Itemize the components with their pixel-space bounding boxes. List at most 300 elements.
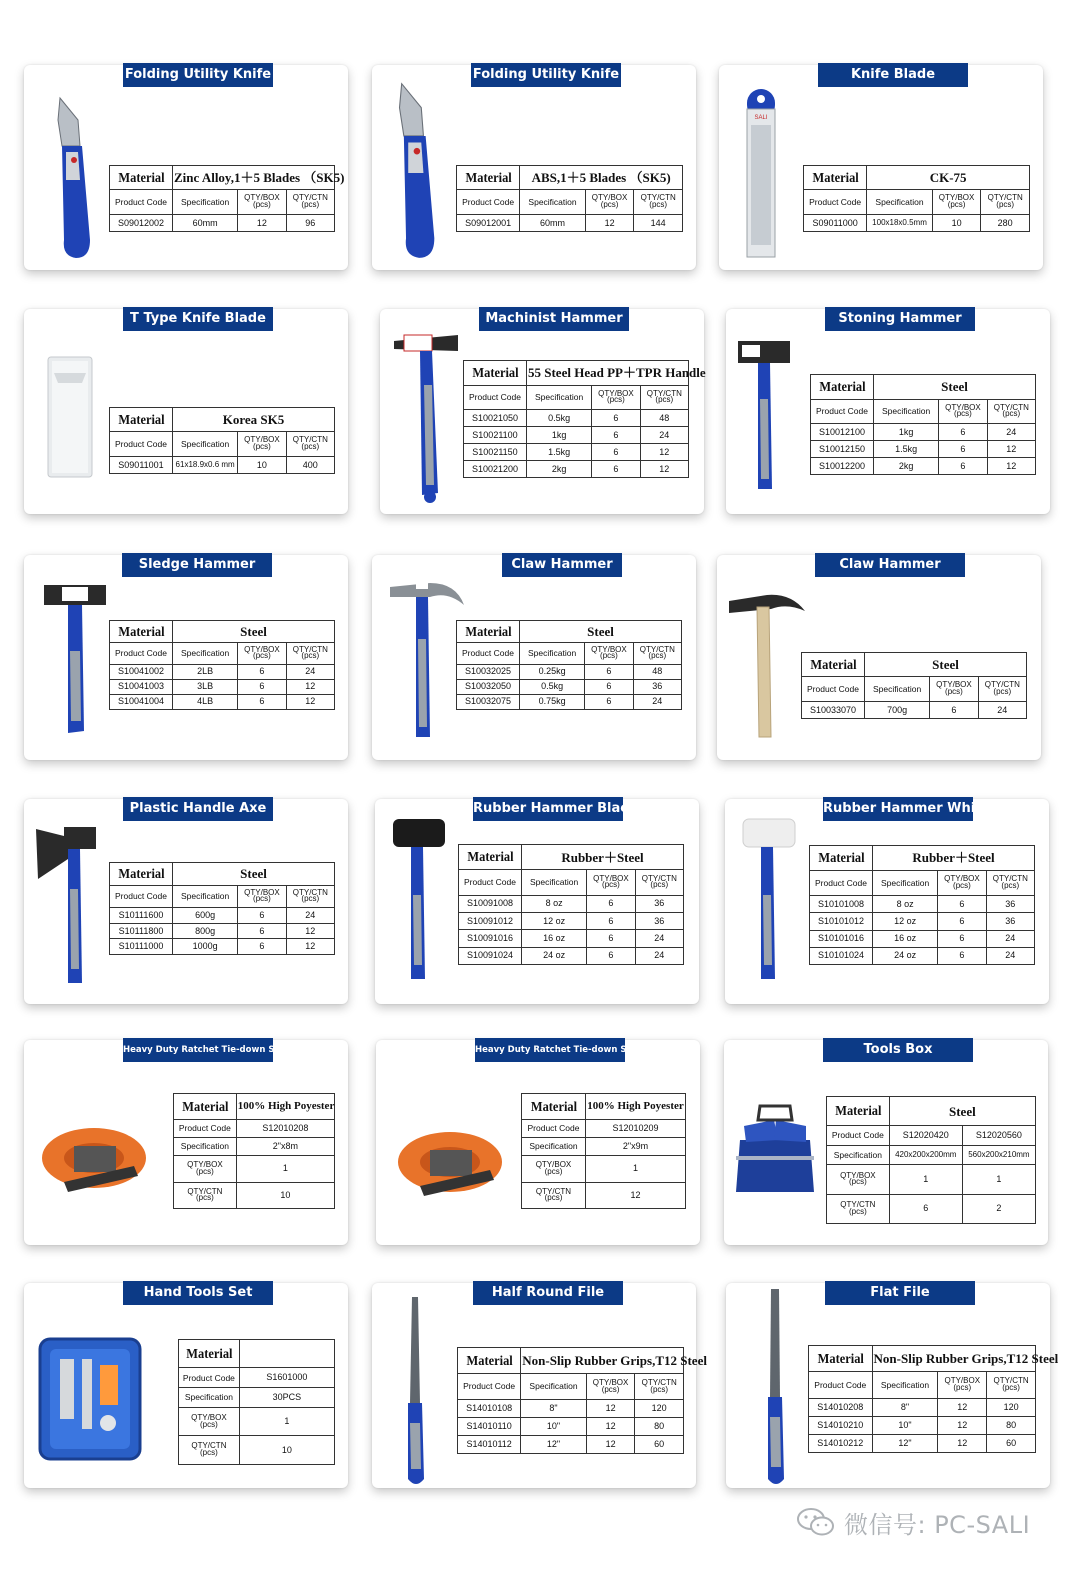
table-cell: 12" — [872, 1434, 938, 1452]
table-row — [827, 1194, 1036, 1223]
knife-blade-pack-icon — [741, 85, 781, 260]
material-label: Material — [460, 1348, 518, 1374]
wechat-icon — [796, 1506, 836, 1538]
table-cell: 61x18.9x0.6 mm — [173, 457, 238, 474]
table-cell: 80 — [987, 1416, 1036, 1434]
rubber-mallet-black-icon — [389, 815, 449, 987]
table-row — [110, 215, 335, 232]
material-label: Material — [804, 653, 862, 677]
product-card — [24, 1283, 348, 1488]
table-row — [174, 1120, 335, 1138]
table-cell: 12" — [521, 1436, 587, 1454]
table-cell: S09011001 — [110, 457, 173, 474]
material-row — [802, 653, 1027, 677]
table-row — [522, 1138, 686, 1156]
table-cell: 6 — [587, 895, 635, 912]
table-cell: 36 — [986, 913, 1034, 930]
row-value: 1 — [239, 1407, 334, 1436]
row-label: Specification — [179, 1388, 240, 1408]
column-header: QTY/CTN (pcs) — [981, 190, 1030, 215]
svg-text:SALI: SALI — [754, 115, 768, 121]
row-value: S1601000 — [239, 1368, 334, 1388]
row-value: S12010209 — [585, 1120, 685, 1138]
table-cell: 12 — [938, 1398, 987, 1416]
table-cell: 6 — [592, 427, 640, 444]
product-card — [24, 799, 348, 1004]
material-value: CK-75 — [867, 166, 1030, 190]
table-cell: 4LB — [173, 694, 238, 709]
column-header: QTY/BOX (pcs) — [586, 1374, 635, 1400]
column-header: QTY/BOX (pcs) — [932, 190, 981, 215]
header-row — [811, 399, 1036, 424]
material-row — [457, 621, 682, 643]
product-card — [724, 1040, 1048, 1245]
table-cell: 12 — [286, 923, 334, 939]
material-row — [522, 1094, 686, 1120]
column-header: Specification — [527, 385, 592, 410]
toolbox-icon — [730, 1096, 820, 1206]
spec-table — [458, 844, 684, 965]
spec-table — [826, 1096, 1036, 1224]
table-row — [811, 441, 1036, 458]
table-cell: 36 — [635, 895, 683, 912]
table-cell: 12 — [586, 1418, 635, 1436]
table-row — [179, 1388, 335, 1408]
table-cell: 0.75kg — [520, 694, 585, 709]
table-cell: S14010110 — [458, 1418, 521, 1436]
row-label: QTY/CTN (pcs) — [179, 1436, 240, 1465]
table-cell: 36 — [633, 679, 681, 694]
card-title: Sledge Hammer — [122, 553, 272, 577]
table-cell: S14010112 — [458, 1436, 521, 1454]
table-cell: S10021100 — [464, 427, 527, 444]
table-row — [458, 1400, 684, 1418]
spec-table — [521, 1093, 686, 1209]
column-header: Product Code — [457, 642, 520, 664]
table-cell: 12 — [987, 458, 1035, 475]
row-value: 1 — [889, 1165, 962, 1194]
spec-table — [803, 165, 1030, 232]
table-cell: 8" — [521, 1400, 587, 1418]
column-header: Specification — [865, 677, 930, 702]
column-header: Product Code — [804, 190, 867, 215]
material-label: Material — [112, 621, 170, 643]
header-row — [110, 432, 335, 457]
column-header: QTY/BOX (pcs) — [587, 870, 635, 895]
column-header: QTY/CTN (pcs) — [635, 870, 683, 895]
column-header: Specification — [520, 190, 586, 215]
column-header: QTY/BOX (pcs) — [930, 677, 978, 702]
material-value: Korea SK5 — [173, 408, 335, 432]
row-value: S12010208 — [236, 1120, 334, 1138]
card-title: Claw Hammer — [502, 553, 622, 577]
table-cell: 12 — [286, 694, 334, 709]
table-cell: 8" — [872, 1398, 938, 1416]
column-header: QTY/CTN (pcs) — [286, 432, 334, 457]
row-label: Product Code — [174, 1120, 237, 1138]
table-row — [809, 1398, 1036, 1416]
rubber-mallet-white-icon — [739, 815, 799, 987]
table-cell: S10091008 — [459, 895, 522, 912]
table-row — [464, 410, 689, 427]
header-row — [802, 677, 1027, 702]
material-label: Material — [112, 408, 170, 432]
header-row — [110, 642, 335, 664]
card-title: Folding Utility Knife — [471, 63, 621, 87]
column-header: Specification — [173, 432, 238, 457]
column-header: QTY/CTN (pcs) — [640, 385, 688, 410]
row-label: Product Code — [522, 1120, 586, 1138]
table-cell: 6 — [238, 923, 286, 939]
table-cell: 2kg — [527, 461, 592, 478]
table-cell: S10101008 — [810, 896, 873, 913]
table-cell: 24 — [986, 930, 1034, 947]
spec-table — [457, 1347, 707, 1454]
material-label: Material — [461, 845, 519, 870]
spec-table — [463, 360, 706, 478]
table-row — [827, 1146, 1036, 1165]
table-cell: S10111000 — [110, 939, 173, 955]
column-header: Product Code — [811, 399, 874, 424]
product-card — [24, 1040, 348, 1245]
header-row — [804, 190, 1030, 215]
row-value: 2"x9m — [585, 1138, 685, 1156]
column-header: Product Code — [464, 385, 527, 410]
table-row — [174, 1138, 335, 1156]
header-row — [464, 385, 689, 410]
table-row — [174, 1182, 335, 1208]
table-cell: S10091016 — [459, 930, 522, 947]
table-cell: 10 — [932, 215, 981, 232]
table-cell: 2kg — [874, 458, 939, 475]
table-cell: S10032075 — [457, 694, 520, 709]
ratchet-strap-icon — [34, 1096, 159, 1206]
axe-icon — [34, 819, 104, 989]
table-cell: S14010208 — [809, 1398, 873, 1416]
table-row — [457, 215, 683, 232]
column-header: Specification — [873, 870, 938, 895]
material-value: Non-Slip Rubber Grips,T12 Steel — [521, 1348, 684, 1374]
wooden-claw-hammer-icon — [727, 581, 807, 741]
table-row — [811, 424, 1036, 441]
table-cell: S10021050 — [464, 410, 527, 427]
table-cell: S10021200 — [464, 461, 527, 478]
table-row — [802, 702, 1027, 719]
table-cell: 60 — [635, 1436, 684, 1454]
row-value: 6 — [889, 1194, 962, 1223]
column-header: Specification — [522, 870, 587, 895]
table-cell: S10111800 — [110, 923, 173, 939]
table-cell: 8 oz — [522, 895, 587, 912]
table-cell: S10032025 — [457, 664, 520, 679]
table-row — [827, 1165, 1036, 1194]
table-row — [457, 664, 682, 679]
spec-table — [109, 862, 335, 955]
table-cell: 6 — [585, 679, 633, 694]
table-cell: S09011000 — [804, 215, 867, 232]
product-card — [725, 799, 1049, 1004]
table-cell: 24 — [640, 427, 688, 444]
table-cell: 60mm — [173, 215, 238, 232]
column-header: Product Code — [802, 677, 865, 702]
material-label: Material — [813, 375, 871, 400]
material-value: Steel — [874, 375, 1036, 400]
table-cell: 2LB — [173, 664, 238, 679]
table-cell: 60mm — [520, 215, 586, 232]
row-value: 1 — [236, 1156, 334, 1182]
table-row — [459, 895, 684, 912]
card-title: Flat File — [825, 1281, 975, 1305]
material-value: Zinc Alloy,1＋5 Blades （SK5) — [173, 166, 335, 190]
material-row — [459, 845, 684, 870]
row-value: 10 — [236, 1182, 334, 1208]
table-cell: S09012001 — [457, 215, 520, 232]
spec-table — [801, 652, 1027, 719]
column-header: Product Code — [110, 642, 173, 664]
table-cell: 24 — [635, 930, 683, 947]
table-cell: 96 — [286, 215, 334, 232]
table-cell: 6 — [592, 444, 640, 461]
table-cell: 12 oz — [522, 912, 587, 929]
column-header: Product Code — [457, 190, 520, 215]
table-cell: S10091012 — [459, 912, 522, 929]
table-cell: 12 oz — [873, 913, 938, 930]
watermark-text: 微信号: PC-SALI — [844, 1510, 1031, 1539]
table-cell: S10012150 — [811, 441, 874, 458]
material-value: Rubber＋Steel — [873, 846, 1035, 871]
table-row — [522, 1182, 686, 1208]
table-cell: 16 oz — [522, 930, 587, 947]
column-header: Specification — [874, 399, 939, 424]
card-title: Knife Blade — [818, 63, 968, 87]
table-row — [464, 427, 689, 444]
table-cell: 6 — [938, 913, 986, 930]
table-cell: 12 — [286, 679, 334, 694]
table-cell: 24 — [987, 424, 1035, 441]
material-value: Steel — [173, 621, 335, 643]
card-title: Half Round File — [473, 1281, 623, 1305]
column-header: QTY/BOX (pcs) — [585, 642, 633, 664]
table-cell: S09012002 — [110, 215, 173, 232]
column-header: Specification — [520, 642, 585, 664]
card-title: Folding Utility Knife — [123, 63, 273, 87]
column-header: QTY/BOX (pcs) — [938, 870, 986, 895]
table-cell: S14010212 — [809, 1434, 873, 1452]
material-label: Material — [112, 863, 170, 886]
card-title: Rubber Hammer Black — [473, 797, 623, 821]
row-label: QTY/BOX (pcs) — [522, 1156, 586, 1182]
table-cell: 24 — [635, 947, 683, 964]
header-row — [110, 190, 335, 215]
row-label: Specification — [522, 1138, 586, 1156]
table-cell: 6 — [238, 664, 286, 679]
table-cell: 24 oz — [522, 947, 587, 964]
table-cell: 6 — [238, 694, 286, 709]
table-cell: 24 — [633, 694, 681, 709]
table-cell: 6 — [930, 702, 978, 719]
card-title: Machinist Hammer — [479, 307, 629, 331]
column-header: QTY/CTN (pcs) — [286, 642, 334, 664]
table-cell: S10012100 — [811, 424, 874, 441]
table-cell: 0.25kg — [520, 664, 585, 679]
table-cell: 400 — [286, 457, 334, 474]
material-value: 100% High Poyester — [585, 1094, 685, 1120]
header-row — [110, 885, 335, 908]
card-title: Heavy Duty Ratchet Tie-down Strap — [475, 1038, 625, 1062]
watermark — [796, 1504, 1046, 1540]
table-cell: 10 — [238, 457, 286, 474]
column-header: Product Code — [110, 190, 173, 215]
row-value: 2 — [962, 1194, 1035, 1223]
column-header: QTY/CTN (pcs) — [978, 677, 1026, 702]
folding-utility-knife-icon — [50, 90, 100, 260]
table-cell: 8 oz — [873, 896, 938, 913]
material-row — [179, 1340, 335, 1368]
table-cell: 1000g — [173, 939, 238, 955]
column-header: QTY/BOX (pcs) — [238, 432, 286, 457]
table-cell: 10" — [872, 1416, 938, 1434]
spec-table — [456, 165, 683, 232]
column-header: QTY/CTN (pcs) — [286, 885, 334, 908]
material-label: Material — [466, 361, 524, 386]
column-header: QTY/BOX (pcs) — [585, 190, 634, 215]
material-value: Steel — [173, 863, 335, 886]
spec-table — [173, 1093, 335, 1209]
table-cell: 600g — [173, 908, 238, 924]
column-header: Specification — [872, 1372, 938, 1398]
spec-table — [109, 165, 345, 232]
product-card — [24, 555, 348, 760]
column-header: QTY/CTN (pcs) — [635, 1374, 684, 1400]
material-label: Material — [176, 1094, 234, 1120]
table-row — [827, 1126, 1036, 1146]
table-cell: 120 — [635, 1400, 684, 1418]
row-value: 30PCS — [239, 1388, 334, 1408]
table-row — [459, 947, 684, 964]
table-cell: S10041002 — [110, 664, 173, 679]
spec-table — [810, 374, 1036, 475]
table-cell: 6 — [587, 912, 635, 929]
table-cell: 1.5kg — [527, 444, 592, 461]
table-row — [811, 458, 1036, 475]
table-row — [179, 1407, 335, 1436]
table-cell: 6 — [585, 694, 633, 709]
row-value: 10 — [239, 1436, 334, 1465]
table-cell: 144 — [634, 215, 683, 232]
product-card — [726, 1283, 1059, 1488]
claw-hammer-icon — [386, 569, 466, 744]
column-header: QTY/CTN (pcs) — [286, 190, 334, 215]
row-value: 12 — [585, 1182, 685, 1208]
column-header: Specification — [521, 1374, 587, 1400]
column-header: QTY/BOX (pcs) — [938, 1372, 987, 1398]
material-value: ABS,1＋5 Blades （SK5) — [520, 166, 683, 190]
table-row — [810, 947, 1035, 964]
spec-table — [109, 620, 335, 710]
table-row — [457, 679, 682, 694]
material-row — [110, 863, 335, 886]
header-row — [809, 1372, 1036, 1398]
table-cell: 6 — [587, 947, 635, 964]
spec-table — [808, 1345, 1059, 1453]
material-label: Material — [524, 1094, 583, 1120]
material-label: Material — [811, 1346, 869, 1372]
row-value: 420x200x200mm — [889, 1146, 962, 1165]
material-row — [110, 621, 335, 643]
material-row — [457, 166, 683, 190]
table-row — [810, 896, 1035, 913]
column-header: QTY/CTN (pcs) — [634, 190, 683, 215]
material-row — [464, 361, 689, 386]
material-value: 100% High Poyester — [236, 1094, 334, 1120]
row-label: Specification — [174, 1138, 237, 1156]
column-header: QTY/CTN (pcs) — [986, 870, 1034, 895]
table-cell: 12 — [938, 1416, 987, 1434]
table-row — [522, 1120, 686, 1138]
flat-file-icon — [762, 1287, 788, 1485]
material-row — [809, 1346, 1036, 1372]
table-cell: 12 — [640, 461, 688, 478]
table-cell: 12 — [238, 215, 286, 232]
row-value: 560x200x210mm — [962, 1146, 1035, 1165]
column-header: Product Code — [458, 1374, 521, 1400]
table-cell: 6 — [938, 896, 986, 913]
card-title: Tools Box — [823, 1038, 973, 1062]
row-value: S12020560 — [962, 1126, 1035, 1146]
column-header: Specification — [173, 885, 238, 908]
table-cell: 24 — [986, 947, 1034, 964]
header-row — [458, 1374, 684, 1400]
table-cell: 700g — [865, 702, 930, 719]
table-cell: 24 — [286, 664, 334, 679]
row-label: QTY/BOX (pcs) — [827, 1165, 890, 1194]
table-row — [458, 1436, 684, 1454]
row-label: QTY/BOX (pcs) — [174, 1156, 237, 1182]
table-cell: S14010210 — [809, 1416, 873, 1434]
table-cell: 36 — [635, 912, 683, 929]
table-row — [457, 694, 682, 709]
column-header: QTY/BOX (pcs) — [592, 385, 640, 410]
table-cell: S10101012 — [810, 913, 873, 930]
table-cell: 48 — [633, 664, 681, 679]
machinist-hammer-icon — [392, 325, 462, 507]
column-header: Product Code — [110, 432, 173, 457]
material-label: Material — [112, 166, 170, 190]
table-cell: S14010108 — [458, 1400, 521, 1418]
half-round-file-icon — [402, 1293, 428, 1483]
column-header: QTY/BOX (pcs) — [238, 190, 286, 215]
header-row — [810, 870, 1035, 895]
table-cell: 3LB — [173, 679, 238, 694]
table-cell: 280 — [981, 215, 1030, 232]
row-value: 1 — [962, 1165, 1035, 1194]
column-header: Product Code — [810, 870, 873, 895]
table-cell: 800g — [173, 923, 238, 939]
material-label: Material — [829, 1097, 887, 1126]
table-cell: 1kg — [874, 424, 939, 441]
table-cell: 24 — [286, 908, 334, 924]
row-value: 2"x8m — [236, 1138, 334, 1156]
table-cell: 12 — [640, 444, 688, 461]
table-cell: 6 — [592, 461, 640, 478]
header-row — [459, 870, 684, 895]
table-row — [810, 930, 1035, 947]
card-title: Stoning Hammer — [825, 307, 975, 331]
table-row — [110, 939, 335, 955]
product-card — [380, 309, 704, 514]
header-row — [457, 190, 683, 215]
table-row — [110, 694, 335, 709]
